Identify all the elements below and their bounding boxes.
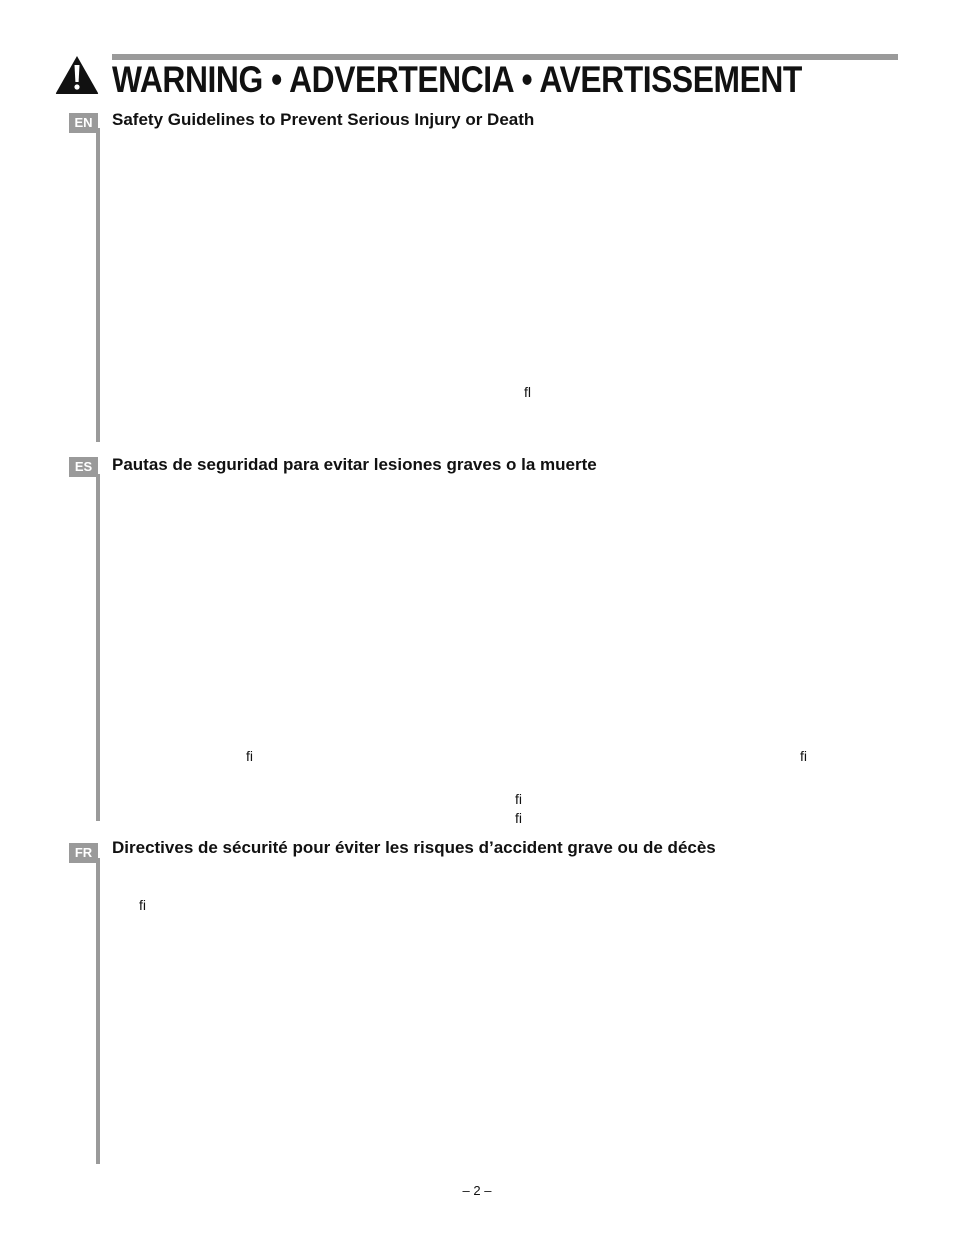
section-rule-en — [96, 128, 100, 442]
section-heading-fr: Directives de sécurité pour éviter les risques d’accident grave ou de décès — [112, 838, 716, 857]
ligature-glyph: ﬁ — [515, 791, 522, 807]
ligature-glyph: ﬁ — [139, 897, 146, 913]
section-heading-en: Safety Guidelines to Prevent Serious Injury or Death — [112, 110, 535, 129]
ligature-glyph: ﬂ — [524, 384, 531, 400]
page-number: – 2 – — [462, 1183, 492, 1198]
ligature-glyph: ﬁ — [246, 748, 253, 764]
ligature-glyph: ﬁ — [515, 810, 522, 826]
page-title: WARNING • ADVERTENCIA • AVERTISSEMENT — [112, 59, 802, 100]
language-badge-es: ES — [69, 457, 98, 477]
section-rule-es — [96, 474, 100, 821]
warning-triangle-icon — [55, 55, 99, 95]
section-rule-fr — [96, 858, 100, 1164]
language-badge-fr: FR — [69, 843, 98, 863]
language-badge-en: EN — [69, 113, 98, 133]
section-heading-es: Pautas de seguridad para evitar lesiones graves o la muerte — [112, 455, 597, 474]
ligature-glyph: ﬁ — [800, 748, 807, 764]
